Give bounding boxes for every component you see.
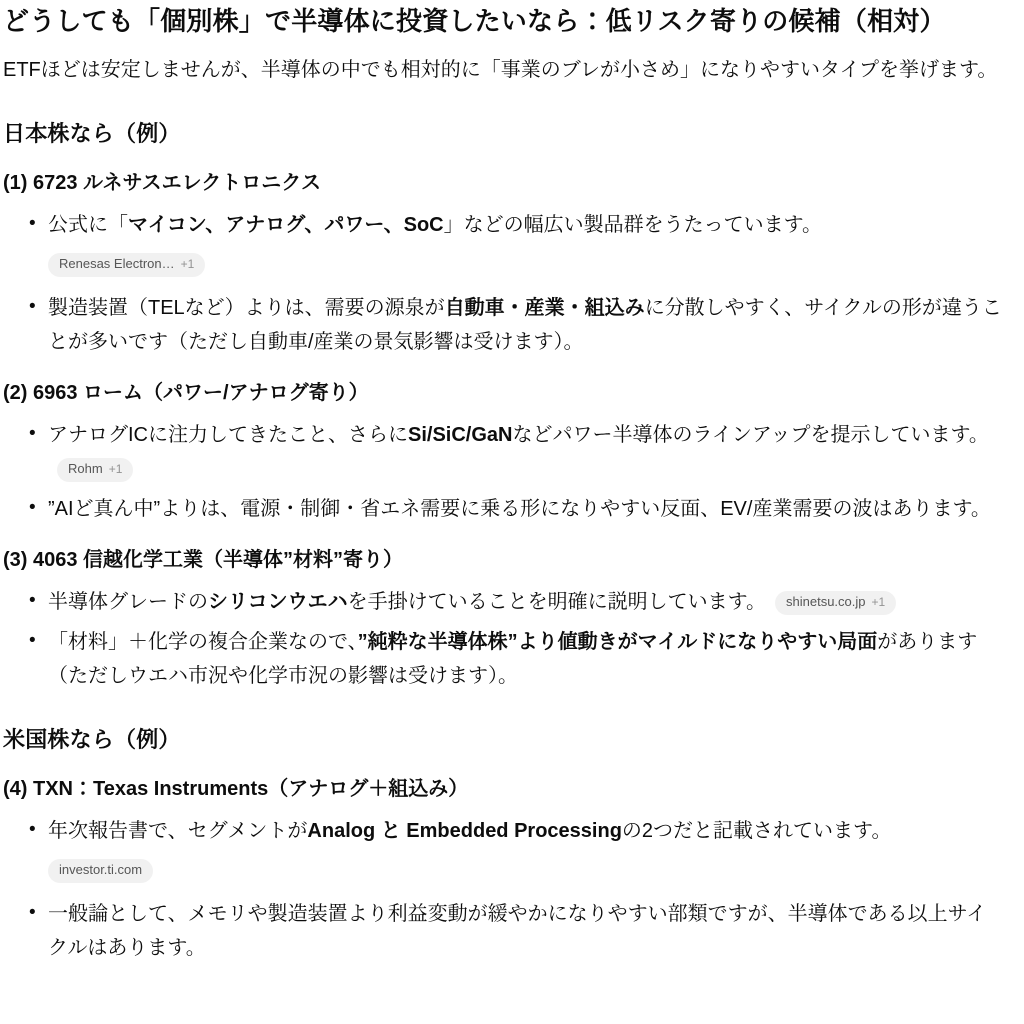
- list-item: [48, 492, 1004, 526]
- bullet-list: [3, 208, 1004, 359]
- citation-badge-row: [48, 853, 1004, 887]
- item-heading: (1) 6723 ルネサスエレクトロニクス: [3, 172, 322, 195]
- item-heading: (2) 6963 ローム（パワー/アナログ寄り）: [3, 382, 369, 405]
- citation-badge[interactable]: [57, 458, 133, 482]
- bullet-text-bold: Analog と Embedded Processing: [307, 820, 622, 843]
- bullet-text: 年次報告書で、セグメントが: [48, 820, 308, 843]
- bullet-text: などパワー半導体のラインアップを提示しています。: [512, 424, 989, 447]
- citation-badge[interactable]: [48, 859, 153, 883]
- content-sections: [3, 119, 1004, 965]
- intro-paragraph: ETFほどは安定しませんが、半導体の中でも相対的に「事業のブレが小さめ」になりやすいタイプを挙げます。: [3, 59, 998, 82]
- bullet-text: アナログICに注力してきたこと、さらに: [48, 424, 408, 447]
- citation-badge[interactable]: [48, 253, 205, 277]
- list-item: [48, 585, 1004, 619]
- section-heading: 日本株なら（例）: [3, 121, 181, 147]
- bullet-list: [3, 585, 1004, 693]
- bullet-text: 半導体グレードの: [48, 591, 208, 614]
- list-item: [48, 814, 1004, 887]
- bullet-text-bold: シリコンウエハ: [208, 591, 348, 614]
- citation-badge-row: [48, 247, 1004, 281]
- bullet-text: ”AIど真ん中”よりは、電源・制御・省エネ需要に乗る形になりやすい反面、EV/産業需要の波はあります。: [48, 498, 991, 521]
- bullet-text: 「材料」＋化学の複合企業なので、: [48, 631, 358, 654]
- bullet-text: 製造装置（TELなど）よりは、需要の源泉が: [48, 297, 445, 320]
- item-heading: (4) TXN：Texas Instruments（アナログ＋組込み）: [3, 778, 469, 801]
- list-item: [48, 897, 1004, 965]
- bullet-list: [3, 418, 1004, 526]
- bullet-text-bold: Si/SiC/GaN: [408, 424, 513, 447]
- list-item: [48, 625, 1004, 693]
- bullet-text: 一般論として、メモリや製造装置より利益変動が緩やかになりやすい部類ですが、半導体である以上サイクルはあります。: [48, 903, 987, 960]
- citation-source-label: investor.ti.com: [59, 862, 143, 878]
- bullet-text: の2つだと記載されています。: [621, 820, 892, 843]
- citation-badge[interactable]: [775, 591, 896, 615]
- citation-source-label: Renesas Electron…: [59, 256, 175, 272]
- bullet-text: に分散しやすく、サイクルの形が違うことが多いです（ただし自動車/産業の景気影響は受けます）。: [48, 297, 1002, 354]
- bullet-text: 」などの幅広い製品群をうたっています。: [443, 214, 823, 237]
- list-item: [48, 208, 1004, 281]
- citation-source-label: Rohm: [68, 461, 103, 477]
- bullet-text: があります（ただしウエハ市況や化学市況の影響は受けます）。: [48, 631, 978, 688]
- page-title: どうしても「個別株」で半導体に投資したいなら：低リスク寄りの候補（相対）: [3, 6, 946, 36]
- citation-extra-count: +1: [108, 462, 123, 477]
- citation-extra-count: +1: [180, 257, 195, 272]
- bullet-text-bold: ”純粋な半導体株”より値動きがマイルドになりやすい局面: [357, 631, 878, 654]
- list-item: [48, 418, 1004, 486]
- bullet-text: 公式に「: [48, 214, 128, 237]
- citation-extra-count: +1: [871, 595, 886, 610]
- bullet-text-bold: 自動車・産業・組込み: [444, 297, 645, 320]
- item-heading: (3) 4063 信越化学工業（半導体”材料”寄り）: [3, 549, 404, 572]
- bullet-list: [3, 814, 1004, 965]
- bullet-text: を手掛けていることを明確に説明しています。: [347, 591, 767, 614]
- list-item: [48, 291, 1004, 359]
- section-heading: 米国株なら（例）: [3, 727, 181, 753]
- bullet-text-bold: マイコン、アナログ、パワー、SoC: [128, 214, 444, 237]
- citation-source-label: shinetsu.co.jp: [786, 594, 866, 610]
